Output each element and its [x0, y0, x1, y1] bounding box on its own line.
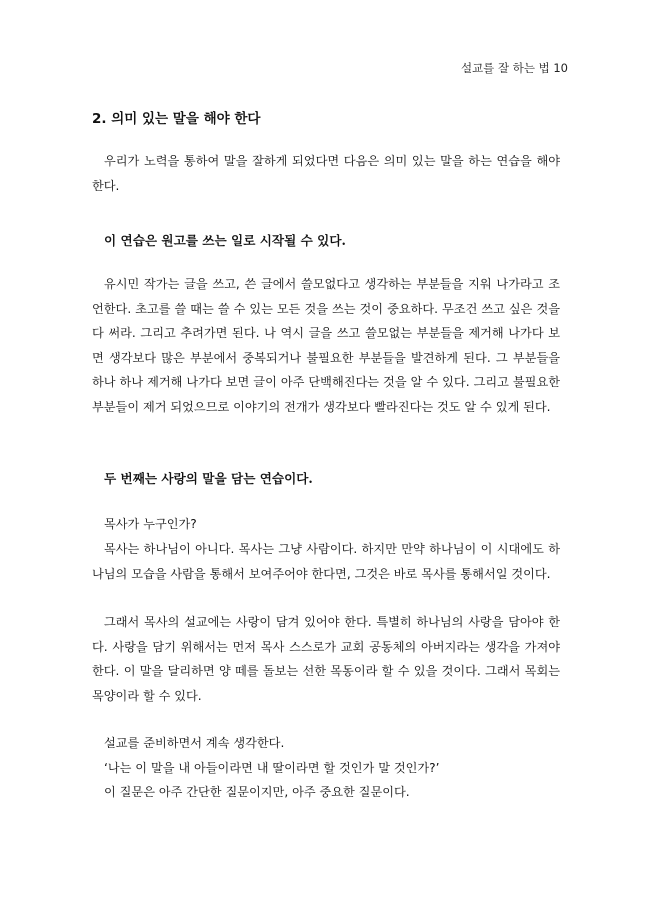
running-header: 설교를 잘 하는 법 10 [460, 61, 568, 75]
question-line: 목사가 누구인가? [104, 517, 197, 531]
love-paragraph: 그래서 목사의 설교에는 사랑이 담겨 있어야 한다. 특별히 하나님의 사랑을 담아야 한다. 사랑을 담기 위해서는 먼저 목사 스스로가 교회 공동체의 아버지라는 생각을 가져야 한다. 이 말을 달리하면 양 떼를 돌보는 선한 목동이라 할 수 있을 것이다. 그래서 목회는 목양이라 할 수 있다. [92, 615, 560, 703]
subhead-manuscript: 이 연습은 원고를 쓰는 일로 시작될 수 있다. [104, 233, 346, 248]
closing-line: 이 질문은 아주 간단한 질문이지만, 아주 중요한 질문이다. [104, 785, 410, 799]
intro-paragraph: 우리가 노력을 통하여 말을 잘하게 되었다면 다음은 의미 있는 말을 하는 연습을 해야 한다. [92, 154, 560, 193]
prep-line: 설교를 준비하면서 계속 생각한다. [104, 736, 285, 750]
subhead-love: 두 번째는 사랑의 말을 담는 연습이다. [104, 471, 313, 486]
quote-line: ‘나는 이 말을 내 아들이라면 내 딸이라면 할 것인가 말 것인가?’ [104, 761, 440, 775]
pastor-paragraph: 목사는 하나님이 아니다. 목사는 그냥 사람이다. 하지만 만약 하나님이 이 시대에도 하나님의 모습을 사람을 통해서 보여주어야 한다면, 그것은 바로 목사를 통해서일 것이다. [92, 542, 560, 581]
section-title: 2. 의미 있는 말을 해야 한다 [92, 111, 261, 127]
manuscript-paragraph: 유시민 작가는 글을 쓰고, 쓴 글에서 쓸모없다고 생각하는 부분들을 지워 나가라고 조언한다. 초고를 쓸 때는 쓸 수 있는 모든 것을 쓰는 것이 중요하다. 무조건 쓰고 싶은 것을 다 써라. 그리고 추려가면 된다. 나 역시 글을 쓰고 쓸모없는 부분들을 제거해 나가다 보면 생각보다 많은 부분에서 중복되거나 불필요한 부분들을 발견하게 된다. 그 부분들을 하나 하나 제거해 나가다 보면 글이 아주 단백해진다는 것을 알 수 있다. 그리고 불필요한 부분들이 제거 되었으므로 이야기의 전개가 생각보다 빨라진다는 것도 알 수 있게 된다. [92, 277, 560, 414]
